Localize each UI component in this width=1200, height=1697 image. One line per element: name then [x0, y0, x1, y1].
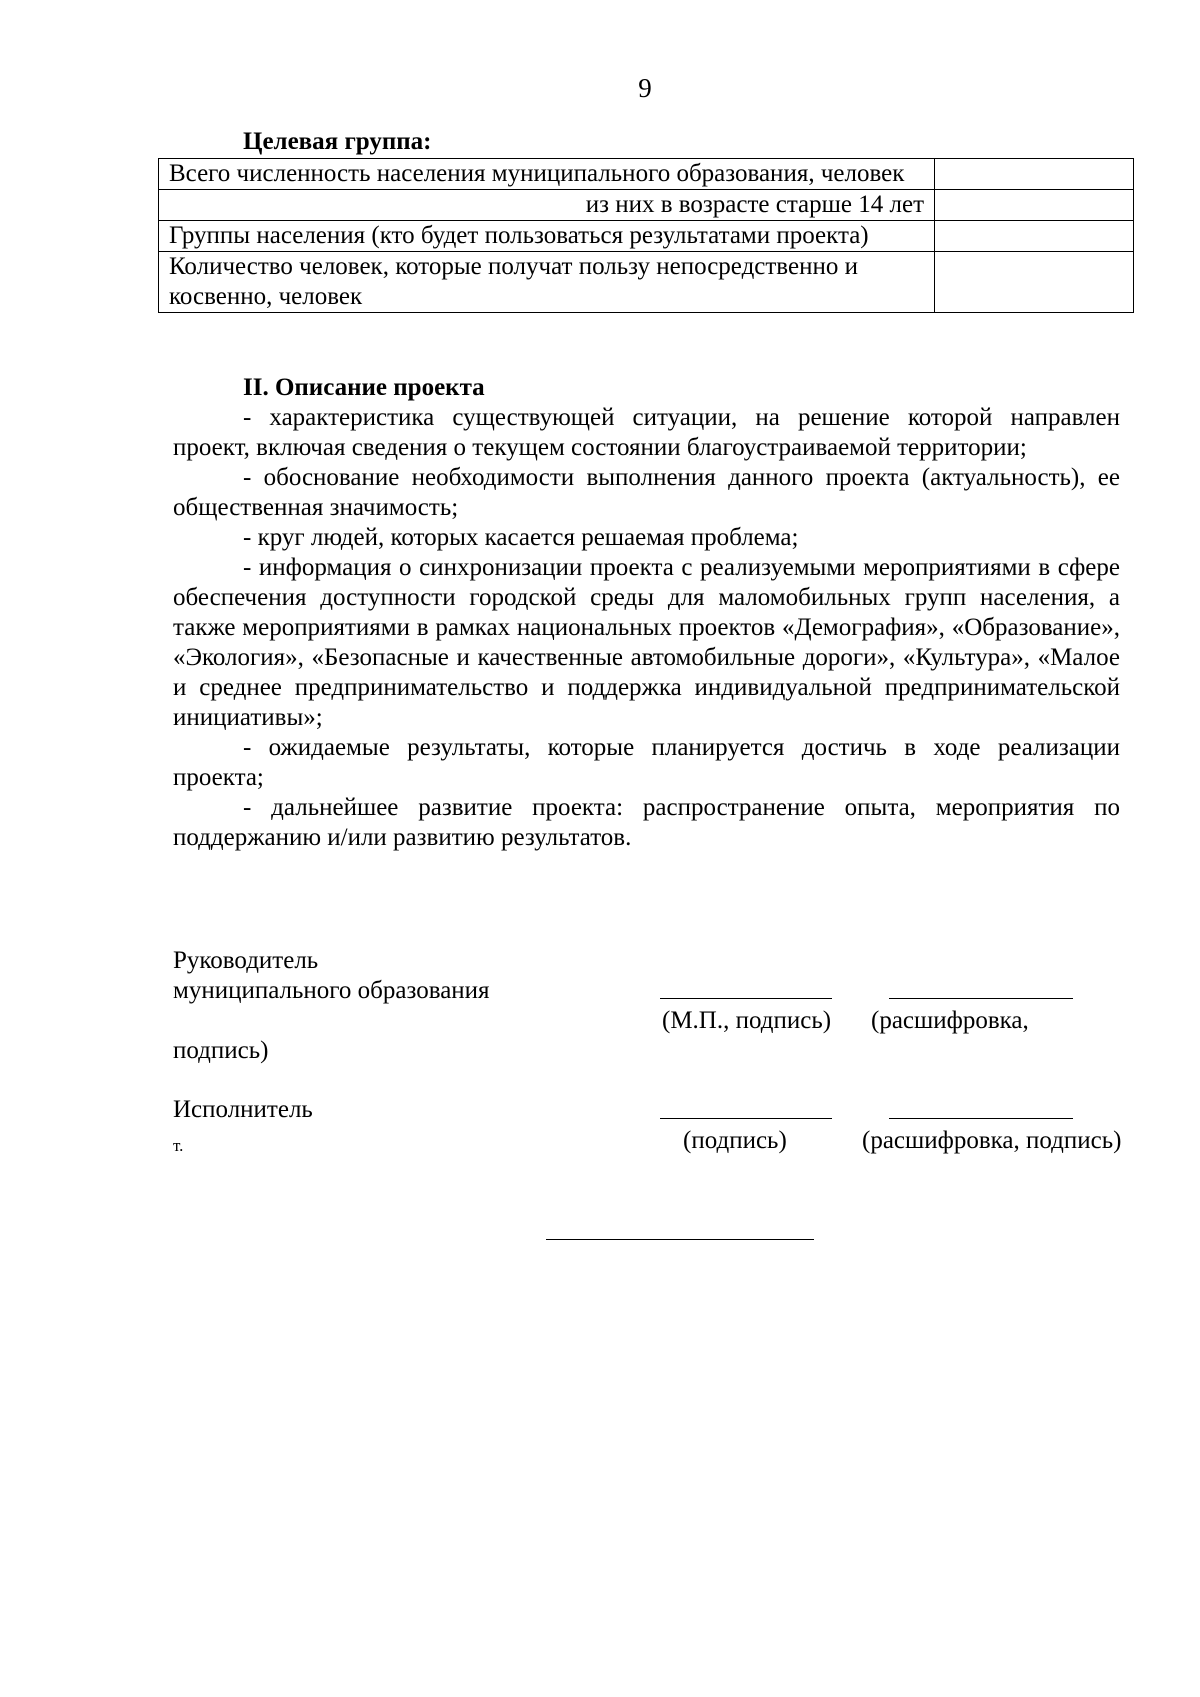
- page-number: 9: [638, 73, 652, 103]
- project-description-heading: II. Описание проекта: [243, 374, 485, 401]
- population-groups-value: [935, 221, 1134, 252]
- target-group-heading: Целевая группа:: [243, 128, 432, 155]
- project-description-list: [173, 403, 1120, 853]
- executor-decoding-caption: (расшифровка, подпись): [862, 1127, 1122, 1154]
- head-signature-line: [660, 998, 832, 999]
- executor-phone-abbr: т.: [173, 1136, 184, 1155]
- executor-decoding-line: [889, 1118, 1073, 1119]
- head-decoding-line: [889, 998, 1073, 999]
- table-row: [159, 252, 1134, 313]
- beneficiaries-count-value: [935, 252, 1134, 313]
- head-caption-wrap: подпись): [173, 1037, 269, 1064]
- population-total-label: Всего численность населения муниципального образования, человек: [159, 159, 935, 190]
- population-groups-label: Группы населения (кто будет пользоваться результатами проекта): [159, 221, 935, 252]
- target-group-table: [158, 158, 1134, 313]
- executor-title: Исполнитель: [173, 1096, 313, 1123]
- description-item: - дальнейшее развитие проекта: распространение опыта, мероприятия по поддержанию и/или развитию результатов.: [173, 794, 1120, 851]
- table-row: [159, 190, 1134, 221]
- table-row: [159, 221, 1134, 252]
- beneficiaries-count-label: Количество человек, которые получат пользу непосредственно и косвенно, человек: [159, 252, 935, 313]
- population-over-14-label: из них в возрасте старше 14 лет: [159, 190, 935, 221]
- table-row: [159, 159, 1134, 190]
- description-item: - ожидаемые результаты, которые планируется достичь в ходе реализации проекта;: [173, 734, 1120, 791]
- description-item: - обоснование необходимости выполнения данного проекта (актуальность), ее общественная значимость;: [173, 464, 1120, 521]
- population-total-value: [935, 159, 1134, 190]
- description-item: - информация о синхронизации проекта с реализуемыми мероприятиями в сфере обеспечения доступности городской среды для маломобильных групп населения, а также мероприятиями в рамках национальных проектов «Демография», «Образование», «Экология», «Безопасные и качественные автомобильные дороги», «Культура», «Малое и среднее предпринимательство и поддержка индивидуальной предпринимательской инициативы»;: [173, 554, 1120, 731]
- population-over-14-value: [935, 190, 1134, 221]
- head-title-line1: Руководитель: [173, 947, 319, 974]
- closing-separator-line: [546, 1239, 814, 1240]
- description-item: - круг людей, которых касается решаемая проблема;: [243, 524, 799, 551]
- head-title-line2: муниципального образования: [173, 977, 490, 1004]
- description-item: - характеристика существующей ситуации, на решение которой направлен проект, включая сведения о текущем состоянии благоустраиваемой территории;: [173, 404, 1120, 461]
- head-decoding-caption: (расшифровка,: [871, 1007, 1029, 1034]
- executor-signature-caption: (подпись): [683, 1127, 787, 1154]
- executor-signature-line: [660, 1118, 832, 1119]
- head-signature-caption: (М.П., подпись): [662, 1007, 832, 1034]
